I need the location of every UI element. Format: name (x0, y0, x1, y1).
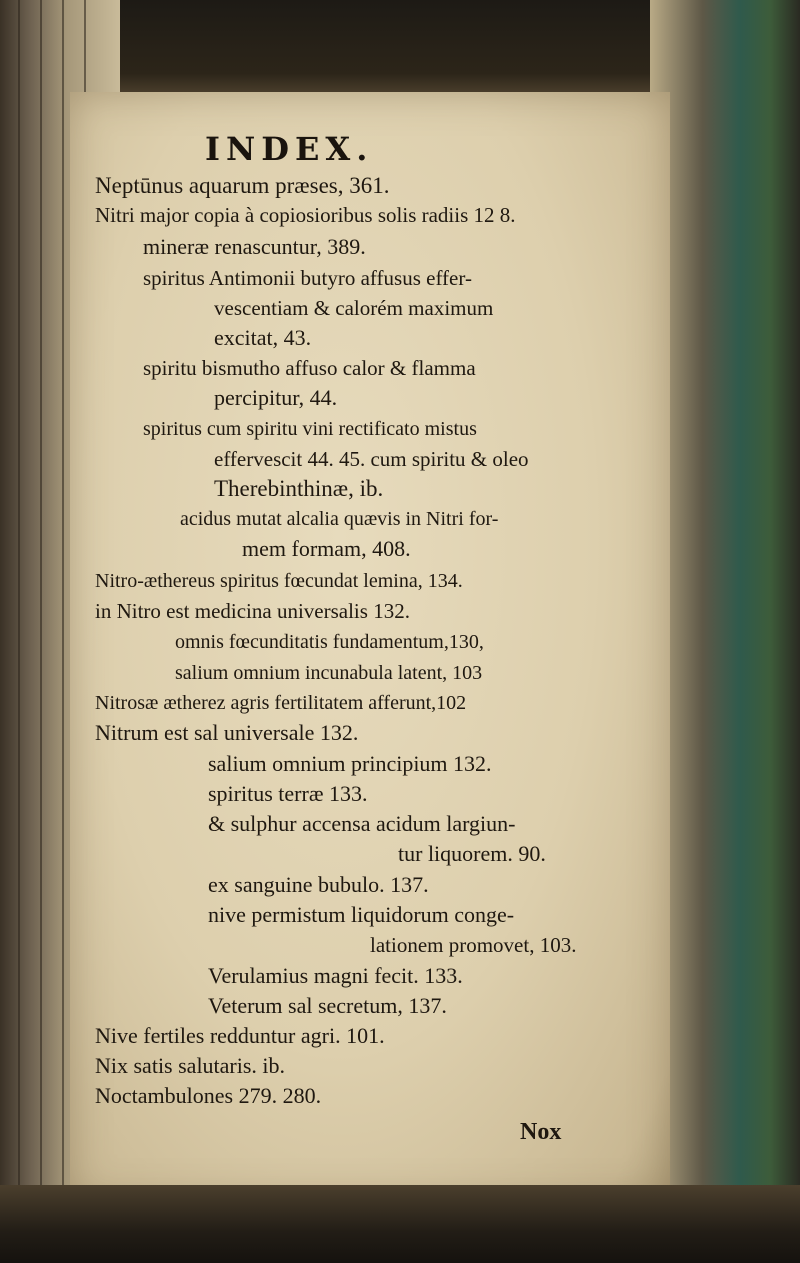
index-line: Nix satis salutaris. ib. (95, 1053, 286, 1078)
index-line: Noctambulones 279. 280. (95, 1083, 322, 1108)
index-line: & sulphur accensa acidum largiun- (208, 811, 516, 836)
index-line: acidus mutat alcalia quævis in Nitri for- (180, 508, 499, 530)
index-line: omnis fœcunditatis fundamentum,130, (175, 631, 484, 653)
index-line: Therebinthinæ, ib. (214, 476, 384, 501)
index-line: Nitrum est sal universale 132. (95, 720, 359, 745)
index-line: spiritu bismutho affuso calor & flamma (143, 356, 476, 380)
index-line: ex sanguine bubulo. 137. (208, 872, 429, 897)
index-line: mem formam, 408. (242, 536, 411, 561)
page-title: INDEX. (205, 130, 374, 168)
index-line: salium omnium principium 132. (208, 751, 492, 776)
index-line: excitat, 43. (214, 325, 312, 350)
index-line: spiritus terræ 133. (208, 781, 368, 806)
index-line: Verulamius magni fecit. 133. (208, 963, 463, 988)
index-line: spiritus cum spiritu vini rectificato mistus (143, 418, 477, 440)
index-line: tur liquorem. 90. (398, 841, 546, 866)
index-line: vescentiam & calorém maximum (214, 296, 494, 320)
index-line: Nitro-æthereus spiritus fœcundat lemina, 134. (95, 570, 463, 592)
index-line: effervescit 44. 45. cum spiritu & oleo (214, 447, 529, 471)
index-line: in Nitro est medicina universalis 132. (95, 599, 410, 623)
index-line: Nitrosæ ætherez agris fertilitatem afferunt,102 (95, 692, 467, 714)
index-line: lationem promovet, 103. (370, 933, 577, 957)
index-line: nive permistum liquidorum conge- (208, 902, 515, 927)
index-line: Nitri major copia à copiosioribus solis radiis 12 8. (95, 203, 516, 227)
index-line: Neptūnus aquarum præses, 361. (95, 173, 390, 198)
index-line: percipitur, 44. (214, 385, 338, 410)
index-line: spiritus Antimonii butyro affusus effer- (143, 266, 472, 290)
catchword: Nox (520, 1119, 562, 1145)
index-line: Nive fertiles redduntur agri. 101. (95, 1023, 385, 1048)
index-line: salium omnium incunabula latent, 103 (175, 662, 483, 684)
index-line: Veterum sal secretum, 137. (208, 993, 447, 1018)
index-line: mineræ renascuntur, 389. (143, 234, 366, 259)
